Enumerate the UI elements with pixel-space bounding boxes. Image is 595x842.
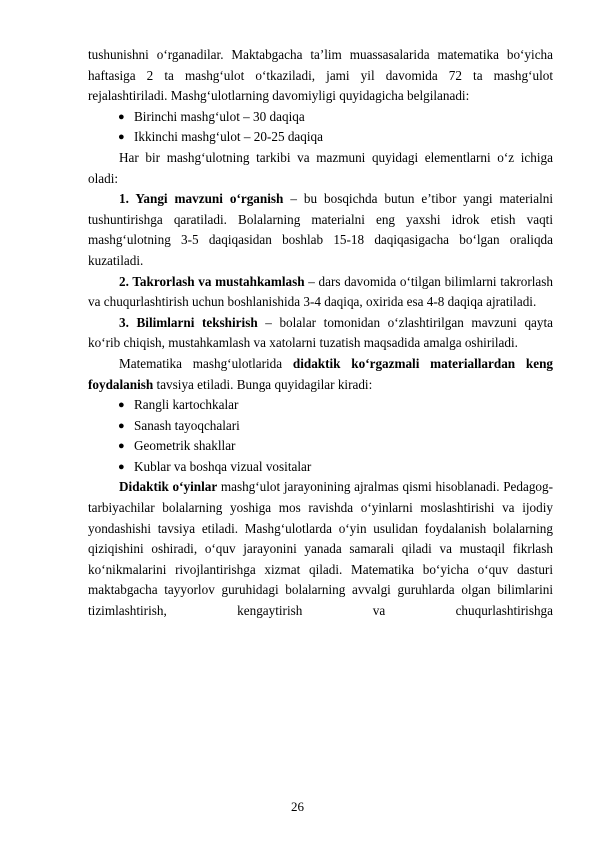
list-item: ● Sanash tayoqchalari <box>88 416 553 437</box>
list-item: ● Geometrik shakllar <box>88 436 553 457</box>
materials-list <box>88 395 553 477</box>
page-number: 26 <box>291 799 304 814</box>
paragraph-structure: Har bir mashg‘ulotning tarkibi va mazmuni quyidagi elementlarni o‘z ichiga oladi: <box>88 149 553 186</box>
paragraph-didactic-games: Didaktik o‘yinlar mashg‘ulot jarayonining ajralmas qismi hisoblanadi. Pedagog-tarbiyachilar bolalarning yoshiga mos ravishda o‘yinlarni moslashtirishi va ijodiy yondashishi tavsiya etiladi. Mashg‘ulotlarda o‘yin usulidan foydalanish bolalarning qiziqishini oshiradi, o‘quv jarayonini yanada samarali qiladi va mustaqil fikrlash ko‘nikmalarini rivojlantirishga xizmat qiladi. Matematika bo‘yicha o‘quv dasturi maktabgacha tayyorlov guruhidagi bolalarning avvalgi guruhlarda olgan bilimlarini tizimlashtirish, kengaytirish va chuqurlashtirishga <box>88 479 553 619</box>
item-checking: 3. Bilimlarni tekshirish – bolalar tomonidan o‘zlashtirilgan mavzuni qayta ko‘rib chiqish, mustahkamlash va xatolarni tuzatish maqsadida amalga oshiriladi. <box>88 314 553 351</box>
item-new-topic: 1. Yangi mavzuni o‘rganish – bu bosqichda butun e’tibor yangi materialni tushuntirishga qaratiladi. Bolalarning materialni eng yaxshi idrok etish vaqti mashg‘ulotning 3-5 daqiqasidan boshlab 15-18 daqiqasigacha bo‘lgan oraliqda kuzatiladi. <box>88 191 553 268</box>
item-repetition: 2. Takrorlash va mustahkamlash – dars davomida o‘tilgan bilimlarni takrorlash va chuqurlashtirish uchun boshlanishida 3-4 daqiqa, oxirida esa 4-8 daqiqa ajratiladi. <box>88 273 554 310</box>
list-item: ● Birinchi mashg‘ulot – 30 daqiqa <box>88 107 553 128</box>
list-item: ● Kublar va boshqa vizual vositalar <box>88 457 553 478</box>
list-item: ● Rangli kartochkalar <box>88 395 553 416</box>
paragraph-intro: tushunishni o‘rganadilar. Maktabgacha ta’lim muassasalarida matematika bo‘yicha haftasiga 2 ta mashg‘ulot o‘tkaziladi, jami yil davomida 72 ta mashg‘ulot rejalashtiriladi. Mashg‘ulotlarning davomiyligi quyidagicha belgilanadi: <box>88 47 553 104</box>
bullet-icon: ● <box>118 399 125 412</box>
bullet-icon: ● <box>118 460 125 473</box>
bullet-icon: ● <box>118 419 125 432</box>
paragraph-didactic-materials: Matematika mashg‘ulotlarida didaktik ko‘rgazmali materiallardan keng foydalanish tavsiya etiladi. Bunga quyidagilar kiradi: <box>88 355 553 392</box>
bullet-icon: ● <box>118 131 125 144</box>
bullet-icon: ● <box>118 110 125 123</box>
list-item: ● Ikkinchi mashg‘ulot – 20-25 daqiqa <box>88 127 553 148</box>
duration-list <box>88 107 553 148</box>
document-page <box>88 45 553 622</box>
bullet-icon: ● <box>118 440 125 453</box>
